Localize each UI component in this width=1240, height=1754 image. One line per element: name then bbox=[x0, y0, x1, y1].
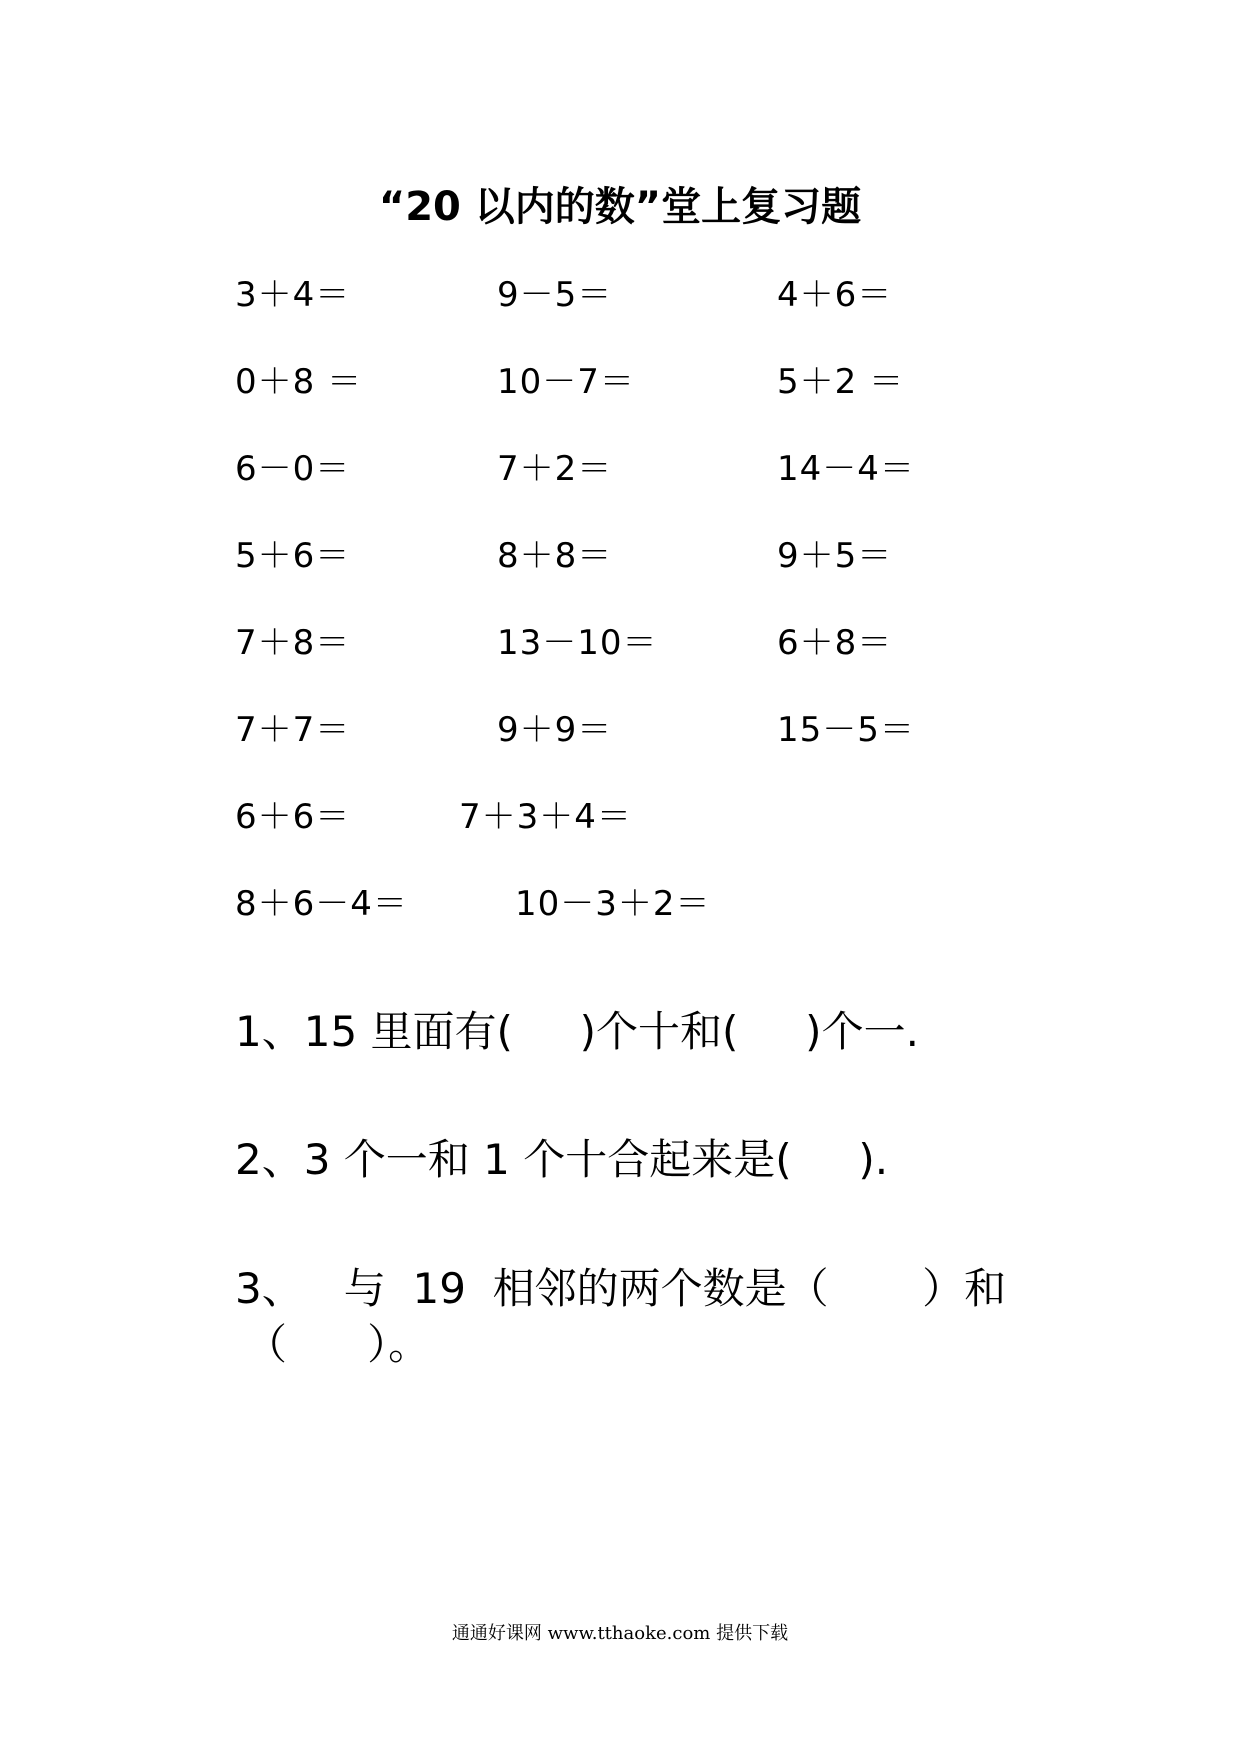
exercise-r4-c3: 9＋5＝ bbox=[777, 536, 893, 576]
exercise-r6-c2: 9＋9＝ bbox=[497, 710, 613, 750]
question-3-line-2: （ ）。 bbox=[245, 1320, 431, 1369]
exercise-r1-c3: 4＋6＝ bbox=[777, 275, 893, 315]
exercise-r4-c1: 5＋6＝ bbox=[235, 536, 351, 576]
exercise-r1-c1: 3＋4＝ bbox=[235, 275, 351, 315]
question-2: 2、3 个一和 1 个十合起来是( ). bbox=[235, 1135, 889, 1184]
exercise-r6-c1: 7＋7＝ bbox=[235, 710, 351, 750]
question-1: 1、15 里面有( )个十和( )个一. bbox=[235, 1007, 919, 1056]
exercise-r3-c3: 14－4＝ bbox=[777, 449, 915, 489]
question-3-line-1: 3、 与 19 相邻的两个数是（ ）和 bbox=[235, 1264, 1007, 1313]
exercise-r6-c3: 15－5＝ bbox=[777, 710, 915, 750]
exercise-r7-c2: 7＋3＋4＝ bbox=[459, 797, 632, 837]
exercise-r8-c1: 8＋6－4＝ bbox=[235, 884, 408, 924]
exercise-r2-c1: 0＋8 ＝ bbox=[235, 362, 363, 402]
exercise-r7-c1: 6＋6＝ bbox=[235, 797, 351, 837]
exercise-r3-c1: 6－0＝ bbox=[235, 449, 351, 489]
exercise-r8-c2: 10－3＋2＝ bbox=[515, 884, 711, 924]
exercise-r1-c2: 9－5＝ bbox=[497, 275, 613, 315]
exercise-r2-c3: 5＋2 ＝ bbox=[777, 362, 905, 402]
footer-credit: 通通好课网 www.tthaoke.com 提供下载 bbox=[451, 1623, 789, 1644]
exercise-r3-c2: 7＋2＝ bbox=[497, 449, 613, 489]
exercise-r4-c2: 8＋8＝ bbox=[497, 536, 613, 576]
exercise-r5-c1: 7＋8＝ bbox=[235, 623, 351, 663]
exercise-r2-c2: 10－7＝ bbox=[497, 362, 635, 402]
page-title: “20 以内的数”堂上复习题 bbox=[378, 184, 862, 230]
exercise-r5-c2: 13－10＝ bbox=[497, 623, 658, 663]
exercise-r5-c3: 6＋8＝ bbox=[777, 623, 893, 663]
